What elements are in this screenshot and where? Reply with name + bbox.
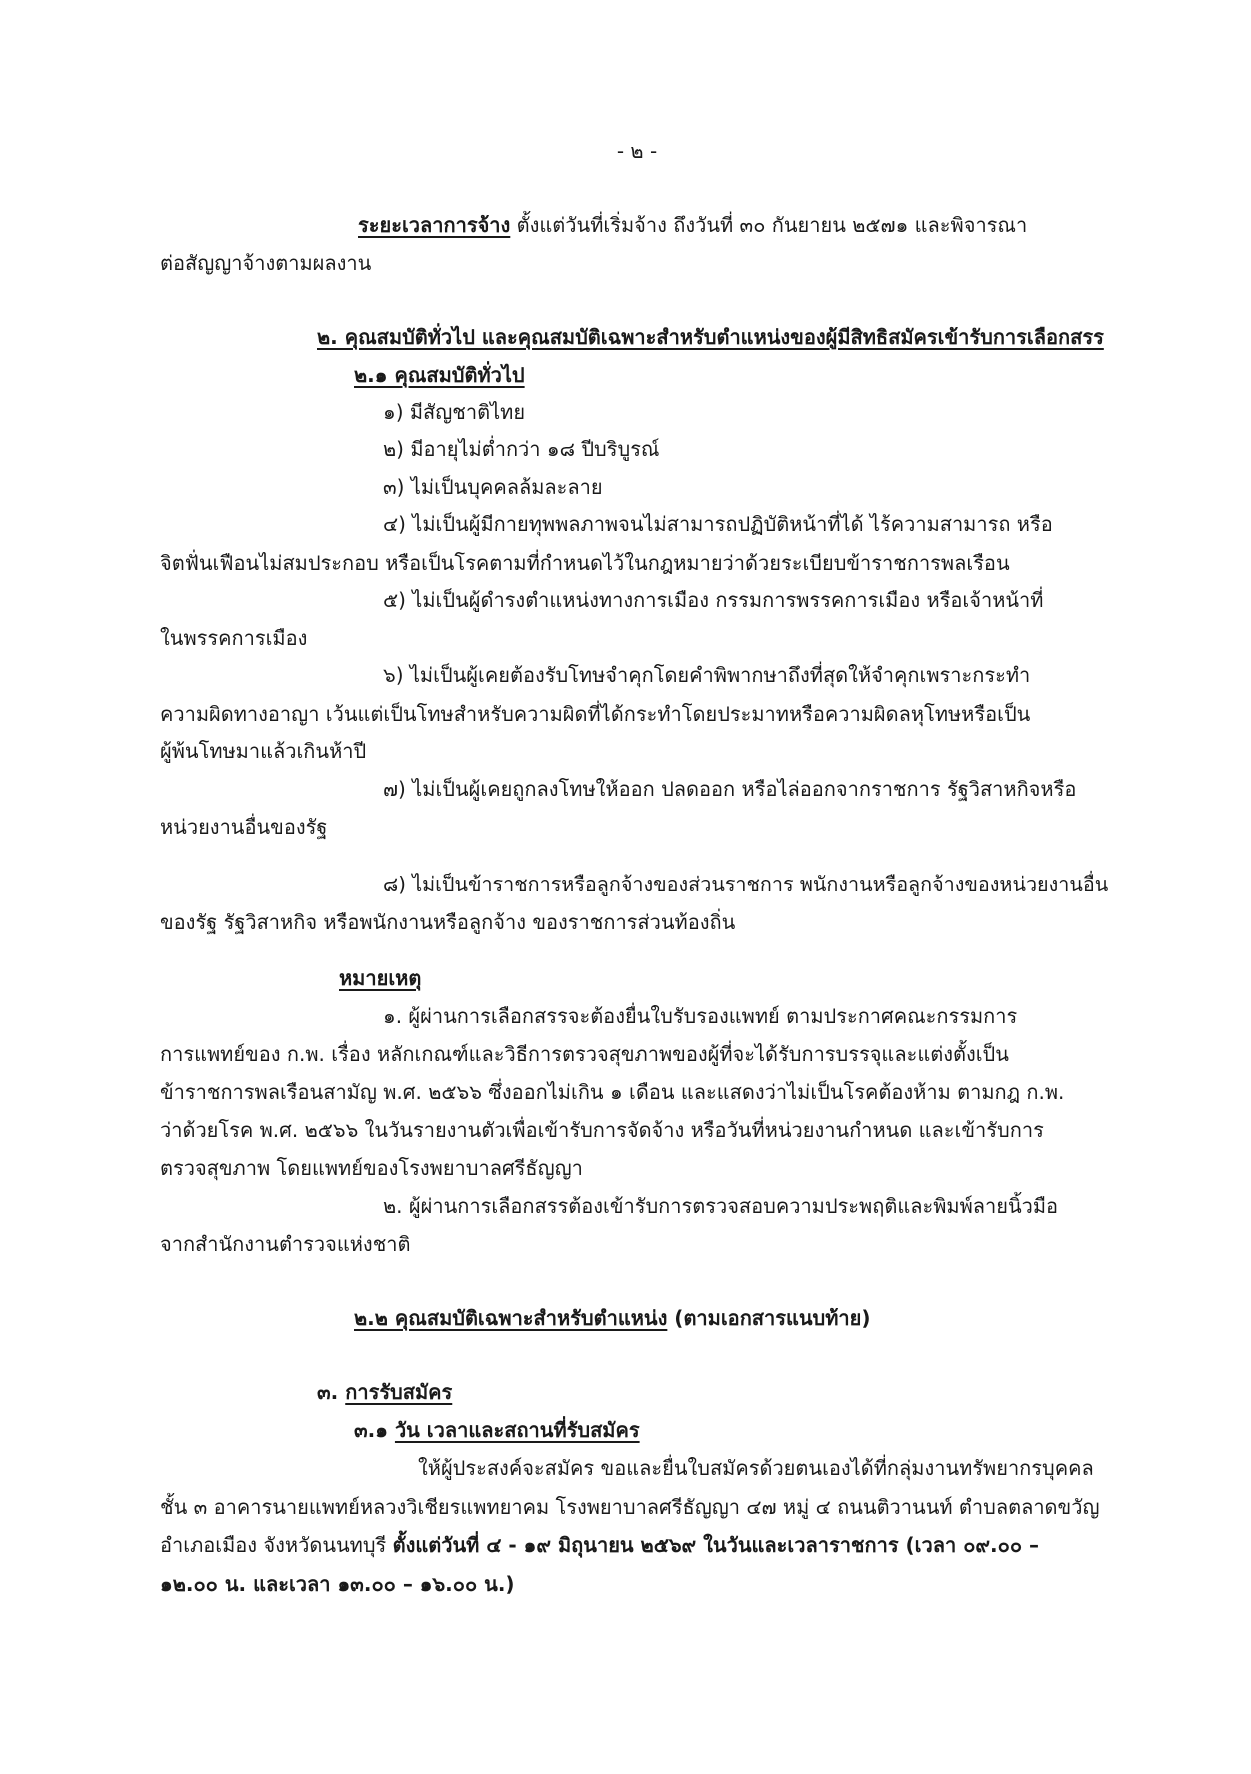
application-location: อำเภอเมือง จังหวัดนนทบุรี — [160, 1533, 393, 1557]
section2-heading: ๒. คุณสมบัติทั่วไป และคุณสมบัติเฉพาะสำหรับตำแหน่งของผู้มีสิทธิสมัครเข้ารับการเลือกสรร — [317, 325, 1104, 349]
section3-heading: การรับสมัคร — [345, 1380, 453, 1404]
qualification-item-6-cont1: ความผิดทางอาญา เว้นแต่เป็นโทษสำหรับความผิดที่ได้กระทำโดยประมาทหรือความผิดลหุโทษหรือเป็น — [160, 702, 1031, 726]
remark-2-cont: จากสำนักงานตำรวจแห่งชาติ — [160, 1232, 411, 1256]
remark-1-cont1: การแพทย์ของ ก.พ. เรื่อง หลักเกณฑ์และวิธีการตรวจสุขภาพของผู้ที่จะได้รับการบรรจุและแต่งตั้งเป็น — [160, 1042, 1009, 1066]
application-hours: ๑๒.๐๐ น. และเวลา ๑๓.๐๐ – ๑๖.๐๐ น.) — [160, 1572, 515, 1596]
remark-2: ๒. ผู้ผ่านการเลือกสรรต้องเข้ารับการตรวจสอบความประพฤติและพิมพ์ลายนิ้วมือ — [383, 1194, 1059, 1218]
employment-period-heading: ระยะเวลาการจ้าง — [358, 213, 511, 237]
qualification-item-4-cont: จิตฟั่นเฟือนไม่สมประกอบ หรือเป็นโรคตามที่กำหนดไว้ในกฎหมายว่าด้วยระเบียบข้าราชการพลเรือน — [160, 551, 1010, 575]
qualification-item-7: ๗) ไม่เป็นผู้เคยถูกลงโทษให้ออก ปลดออก หรือไล่ออกจากราชการ รัฐวิสาหกิจหรือ — [383, 777, 1077, 801]
remark-1-cont3: ว่าด้วยโรค พ.ศ. ๒๕๖๖ ในวันรายงานตัวเพื่อเข้ารับการจัดจ้าง หรือวันที่หน่วยงานกำหนด และเข้ารับการ — [160, 1118, 1044, 1142]
qualification-item-6-cont2: ผู้พ้นโทษมาแล้วเกินห้าปี — [160, 739, 367, 763]
section3-number: ๓. — [317, 1380, 346, 1404]
section2-2-heading-line — [354, 1300, 871, 1337]
section3-1-heading-line — [354, 1412, 640, 1449]
qualification-item-8-cont: ของรัฐ รัฐวิสาหกิจ หรือพนักงานหรือลูกจ้าง ของราชการส่วนท้องถิ่น — [160, 910, 736, 934]
remark-1: ๑. ผู้ผ่านการเลือกสรรจะต้องยื่นใบรับรองแพทย์ ตามประกาศคณะกรรมการ — [383, 1004, 1018, 1028]
section3-heading-line — [317, 1374, 452, 1411]
section3-1-number: ๓.๑ — [354, 1418, 395, 1442]
section2-2-heading: ๒.๒ คุณสมบัติเฉพาะสำหรับตำแหน่ง — [354, 1306, 668, 1330]
page-number: - ๒ - — [616, 139, 658, 163]
remark-1-cont2: ข้าราชการพลเรือนสามัญ พ.ศ. ๒๕๖๖ ซึ่งออกไม่เกิน ๑ เดือน และแสดงว่าไม่เป็นโรคต้องห้าม ตามกฎ ก.พ. — [160, 1080, 1065, 1104]
employment-period-line1 — [358, 207, 1027, 244]
application-paragraph-line3 — [160, 1527, 1039, 1564]
remarks-heading: หมายเหตุ — [339, 966, 422, 990]
application-paragraph-line1: ให้ผู้ประสงค์จะสมัคร ขอและยื่นใบสมัครด้วยตนเองได้ที่กลุ่มงานทรัพยากรบุคคล — [418, 1456, 1094, 1480]
section2-1-heading: ๒.๑ คุณสมบัติทั่วไป — [354, 363, 525, 387]
qualification-item-5: ๕) ไม่เป็นผู้ดำรงตำแหน่งทางการเมือง กรรมการพรรคการเมือง หรือเจ้าหน้าที่ — [383, 588, 1044, 612]
qualification-item-4: ๔) ไม่เป็นผู้มีกายทุพพลภาพจนไม่สามารถปฏิบัติหน้าที่ได้ ไร้ความสามารถ หรือ — [383, 512, 1053, 536]
section2-2-note: (ตามเอกสารแนบท้าย) — [667, 1306, 871, 1330]
remark-1-cont4: ตรวจสุขภาพ โดยแพทย์ของโรงพยาบาลศรีธัญญา — [160, 1156, 583, 1180]
employment-period-line2: ต่อสัญญาจ้างตามผลงาน — [160, 251, 372, 275]
qualification-item-5-cont: ในพรรคการเมือง — [160, 626, 308, 650]
qualification-item-7-cont: หน่วยงานอื่นของรัฐ — [160, 815, 328, 839]
qualification-item-8: ๘) ไม่เป็นข้าราชการหรือลูกจ้างของส่วนราชการ พนักงานหรือลูกจ้างของหน่วยงานอื่น — [383, 873, 1109, 896]
qualification-item-3: ๓) ไม่เป็นบุคคลล้มละลาย — [383, 475, 603, 499]
qualification-item-1: ๑) มีสัญชาติไทย — [383, 400, 526, 424]
application-dates: ตั้งแต่วันที่ ๔ - ๑๙ มิถุนายน ๒๕๖๙ ในวันและเวลาราชการ (เวลา ๐๙.๐๐ – — [392, 1533, 1040, 1557]
section3-1-heading: วัน เวลาและสถานที่รับสมัคร — [394, 1418, 640, 1442]
qualification-item-2: ๒) มีอายุไม่ต่ำกว่า ๑๘ ปีบริบูรณ์ — [383, 437, 660, 461]
employment-period-text: ตั้งแต่วันที่เริ่มจ้าง ถึงวันที่ ๓๐ กันยายน ๒๕๗๑ และพิจารณา — [510, 213, 1028, 237]
qualification-item-6: ๖) ไม่เป็นผู้เคยต้องรับโทษจำคุกโดยคำพิพากษาถึงที่สุดให้จำคุกเพราะกระทำ — [383, 663, 1031, 687]
application-paragraph-line2: ชั้น ๓ อาคารนายแพทย์หลวงวิเชียรแพทยาคม โรงพยาบาลศรีธัญญา ๔๗ หมู่ ๔ ถนนติวานนท์ ตำบลตลาดขวัญ — [160, 1495, 1100, 1519]
